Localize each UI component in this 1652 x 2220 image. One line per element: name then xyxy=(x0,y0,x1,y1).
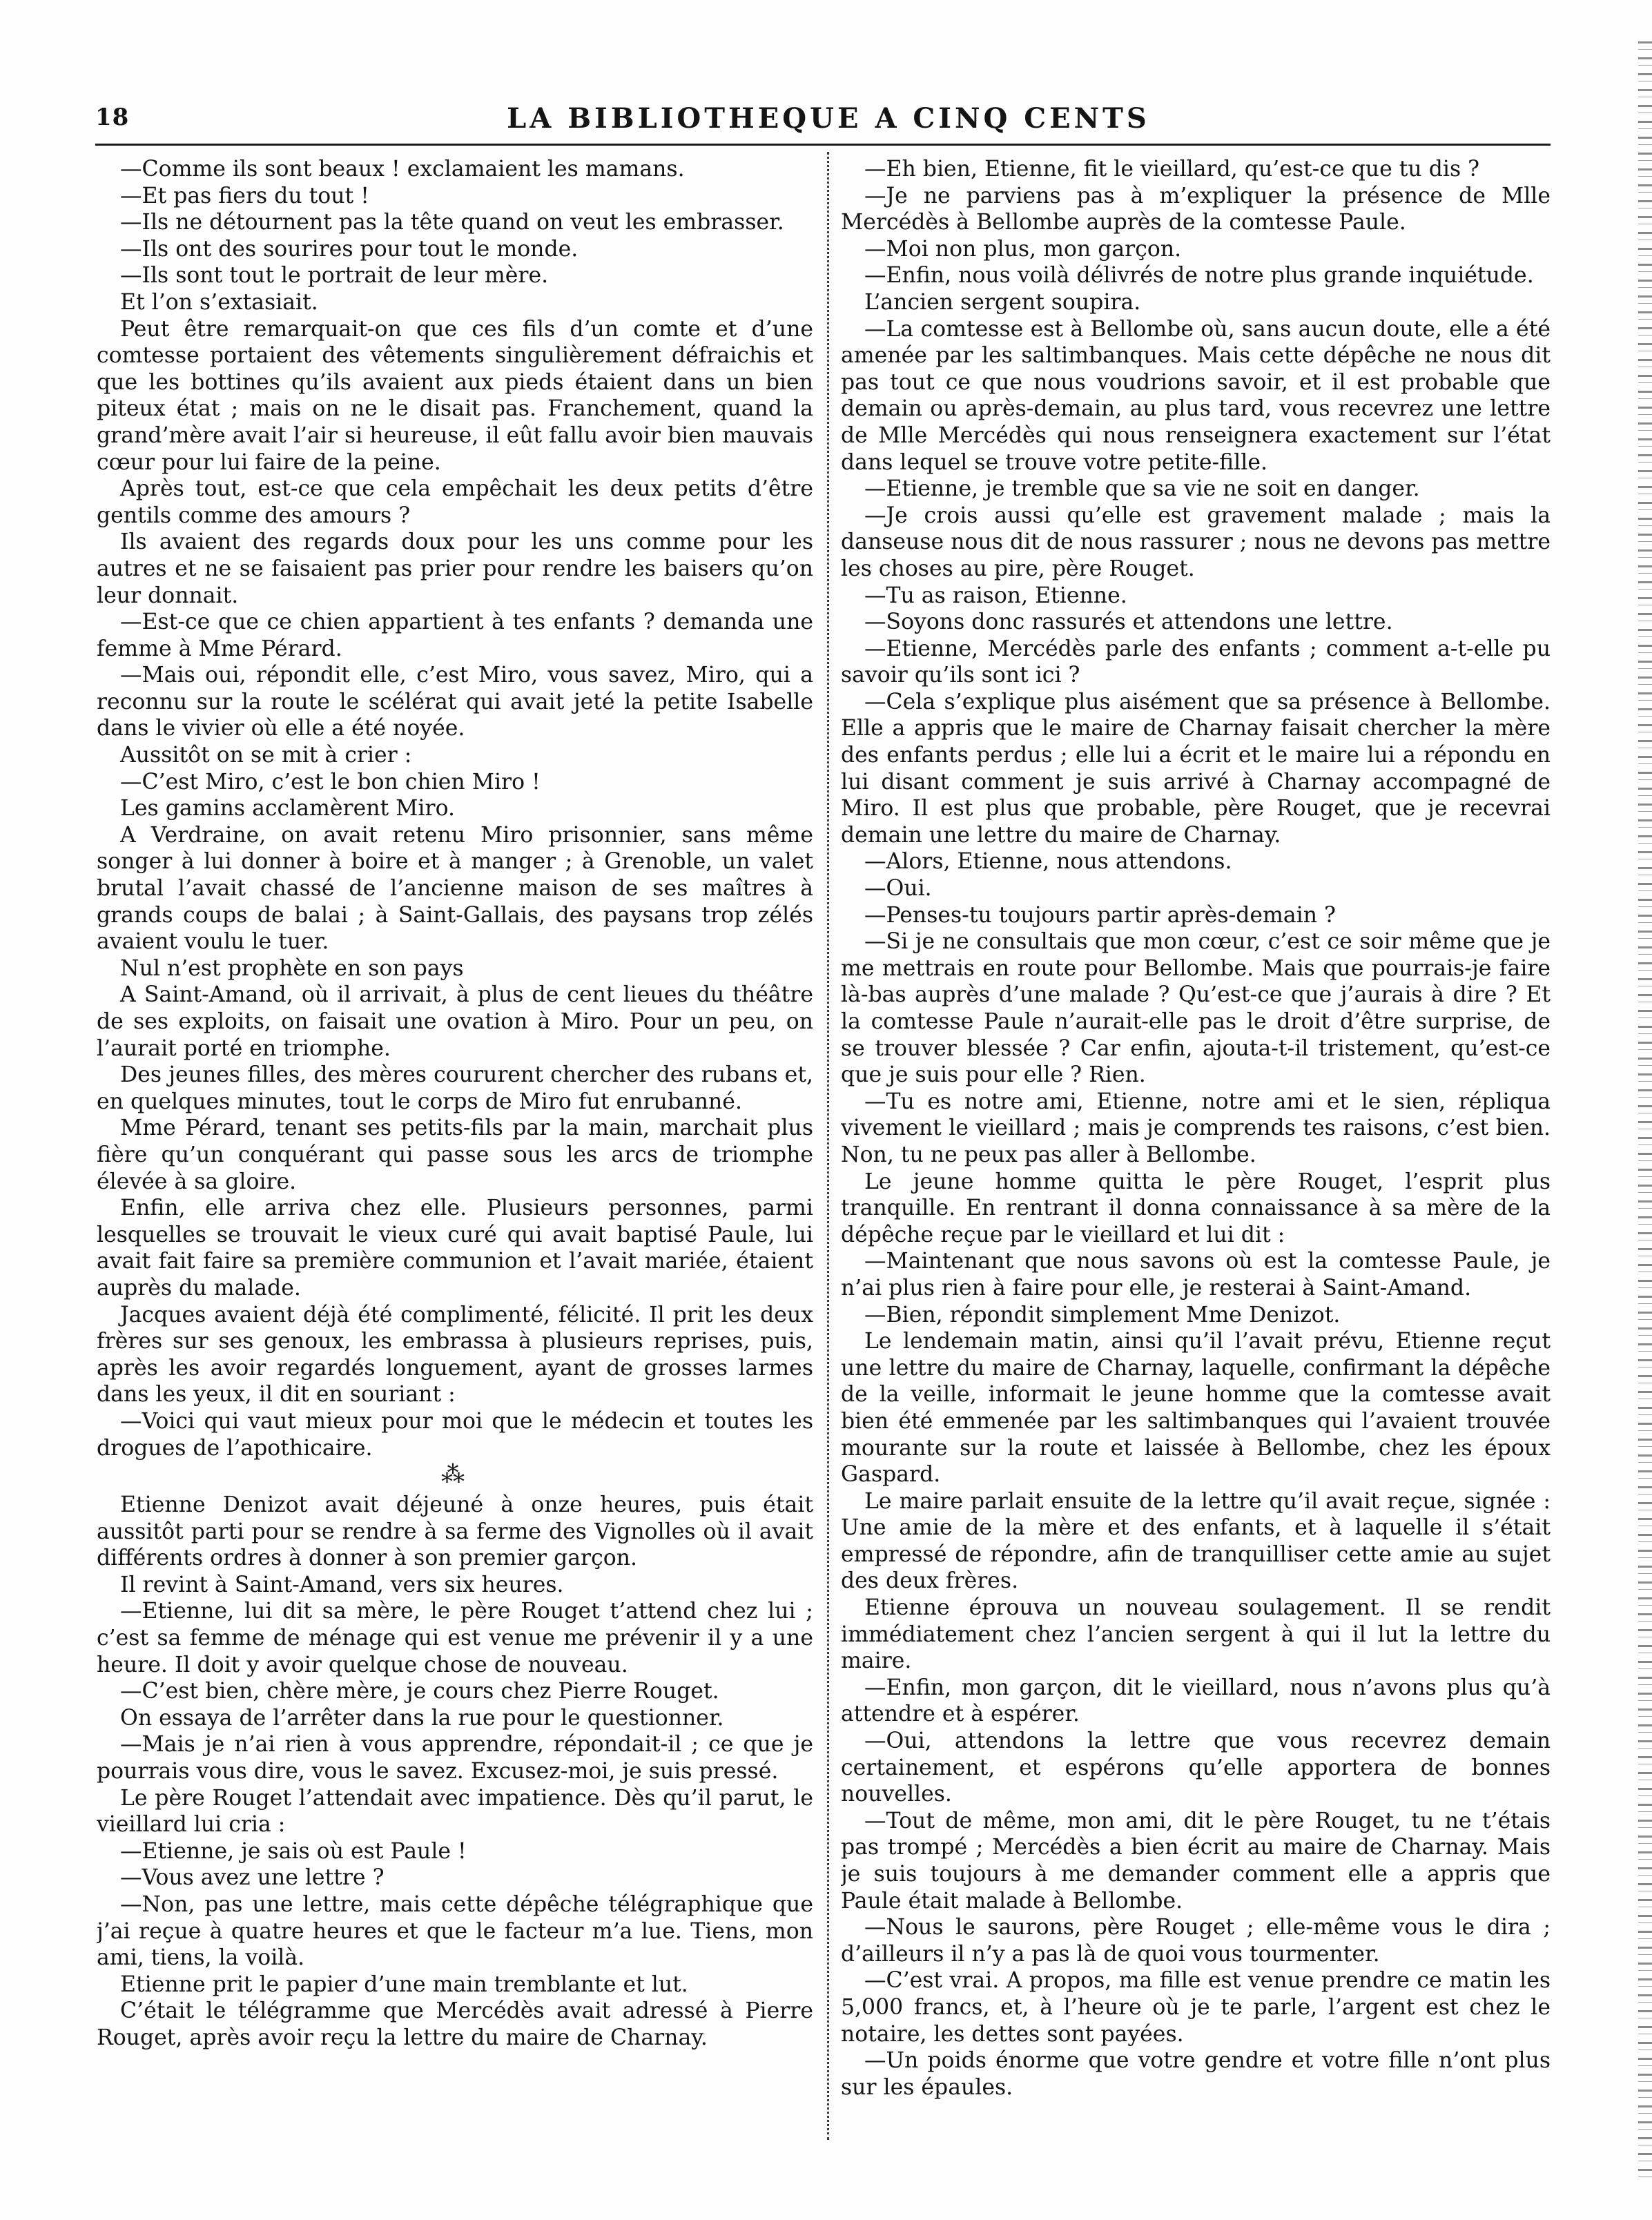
paragraph: —Tu es notre ami, Etienne, notre ami et le sien, répliqua vivement le vieillard ; mais je comprends tes raisons, c’est bien. Non, tu ne peux pas aller à Bellombe. xyxy=(841,1089,1551,1167)
paragraph: —Mais je n’ai rien à vous apprendre, répondait-il ; ce que je pourrais vous dire, vous le savez. Excusez-moi, je suis pressé. xyxy=(97,1732,813,1784)
paragraph: Peut être remarquait-on que ces fils d’un comte et d’une comtesse portaient des vêtements singulièrement défraichis et que les bottines qu’ils avaient aux pieds étaient dans un bien piteux état ; mais on ne le disait pas. Franchement, quand la grand’mère avait l’air si heureuse, il eût fallu avoir bien mauvais cœur pour lui faire de la peine. xyxy=(97,316,813,475)
paragraph: Les gamins acclamèrent Miro. xyxy=(120,796,455,821)
paragraph: —C’est vrai. A propos, ma fille est venue prendre ce matin les 5,000 francs, et, à l’heure où je te parle, l’argent est chez le notaire, les dettes sont payées. xyxy=(841,1968,1551,2047)
paragraph: Nul n’est prophète en son pays xyxy=(120,955,464,981)
column-divider xyxy=(827,152,829,2140)
paragraph: —Etienne, je tremble que sa vie ne soit en danger. xyxy=(864,476,1420,502)
paragraph: —Tu as raison, Etienne. xyxy=(864,583,1127,608)
paragraph: Des jeunes filles, des mères coururent chercher des rubans et, en quelques minutes, tout le corps de Miro fut enrubanné. xyxy=(97,1062,813,1114)
paragraph: Etienne Denizot avait déjeuné à onze heures, puis était aussitôt parti pour se rendre à sa ferme des Vignolles où il avait différents ordres à donner à son premier garçon. xyxy=(97,1492,813,1571)
paragraph: Ils avaient des regards doux pour les uns comme pour les autres et ne se faisaient pas prier pour rendre les baisers qu’on leur donnait. xyxy=(97,529,813,608)
paragraph: —Enfin, nous voilà délivrés de notre plus grande inquiétude. xyxy=(864,263,1534,289)
paragraph: —Voici qui vaut mieux pour moi que le médecin et toutes les drogues de l’apothicaire. xyxy=(97,1408,813,1461)
paragraph: Aussitôt on se mit à crier : xyxy=(120,743,412,768)
scan-edge-noise xyxy=(1638,41,1652,2181)
section-dinkus: ⁂ xyxy=(441,1461,469,1489)
paragraph: —Non, pas une lettre, mais cette dépêche télégraphique que j’ai reçue à quatre heures et que le facteur m’a lue. Tiens, mon ami, tiens, la voilà. xyxy=(97,1892,813,1971)
paragraph: —Etienne, Mercédès parle des enfants ; comment a-t-elle pu savoir qu’ils sont ici ? xyxy=(841,636,1551,688)
paragraph: On essaya de l’arrêter dans la rue pour le questionner. xyxy=(120,1705,724,1731)
paragraph: Le père Rouget l’attendait avec impatience. Dès qu’il parut, le vieillard lui cria : xyxy=(97,1785,813,1838)
paragraph: —Ils sont tout le portrait de leur mère. xyxy=(120,263,549,289)
paragraph: —Maintenant que nous savons où est la comtesse Paule, je n’ai plus rien à faire pour elle, je resterai à Saint-Amand. xyxy=(841,1249,1551,1301)
paragraph: —Enfin, mon garçon, dit le vieillard, nous n’avons plus qu’à attendre et à espérer. xyxy=(841,1675,1551,1727)
paragraph: —Vous avez une lettre ? xyxy=(120,1865,385,1891)
paragraph: Etienne prit le papier d’une main tremblante et lut. xyxy=(120,1971,688,1997)
paragraph: —Si je ne consultais que mon cœur, c’est ce soir même que je me mettrais en route pour Bellombe. Mais que pourrais-je faire là-bas auprès d’une malade ? Qu’est-ce que j’aurais à dire ? Et la comtesse Paule n’aurait-elle pas le droit d’être surprise, de se trouver blessée ? Car enfin, ajouta-t-il tristement, qu’est-ce que je suis pour elle ? Rien. xyxy=(841,929,1551,1088)
header-rule xyxy=(95,144,1551,146)
paragraph: Mme Pérard, tenant ses petits-fils par la main, marchait plus fière qu’un conquérant qui passe sous les arcs de triomphe élevée à sa gloire. xyxy=(97,1116,813,1194)
paragraph: —Un poids énorme que votre gendre et votre fille n’ont plus sur les épaules. xyxy=(841,2048,1551,2100)
paragraph: Le jeune homme quitta le père Rouget, l’esprit plus tranquille. En rentrant il donna connaissance à sa mère de la dépêche reçue par le vieillard et lui dit : xyxy=(841,1169,1551,1247)
paragraph: Etienne éprouva un nouveau soulagement. Il se rendit immédiatement chez l’ancien sergent à qui il lut la lettre du maire. xyxy=(841,1595,1551,1674)
paragraph: —Et pas fiers du tout ! xyxy=(120,183,369,208)
paragraph: —Oui, attendons la lettre que vous recevrez demain certainement, et espérons qu’elle apportera de bonnes nouvelles. xyxy=(841,1729,1551,1807)
paragraph: —Est-ce que ce chien appartient à tes enfants ? demanda une femme à Mme Pérard. xyxy=(97,610,813,661)
paragraph: —Etienne, je sais où est Paule ! xyxy=(120,1838,467,1864)
paragraph: —Nous le saurons, père Rouget ; elle-même vous le dira ; d’ailleurs il n’y a pas là de quoi vous tourmenter. xyxy=(841,1915,1551,1967)
paragraph: —Comme ils sont beaux ! exclamaient les mamans. xyxy=(120,157,685,182)
paragraph: Le maire parlait ensuite de la lettre qu’il avait reçue, signée : Une amie de la mère et des enfants, et à laquelle il s’était empressé de répondre, afin de tranquilliser cette amie au sujet des deux frères. xyxy=(841,1488,1551,1594)
paragraph: Après tout, est-ce que cela empêchait les deux petits d’être gentils comme des amours ? xyxy=(97,476,813,528)
page-number: 18 xyxy=(95,104,130,131)
right-column xyxy=(841,156,1551,2151)
paragraph: —La comtesse est à Bellombe où, sans aucun doute, elle a été amenée par les saltimbanques. Mais cette dépêche ne nous dit pas tout ce que nous voudrions savoir, et il est probable que demain ou après-demain, au plus tard, vous recevrez une lettre de Mlle Mercédès qui nous renseignera exactement sur l’état dans lequel se trouve votre petite-fille. xyxy=(841,316,1551,475)
paragraph: —Tout de même, mon ami, dit le père Rouget, tu ne t’étais pas trompé ; Mercédès a bien écrit au maire de Charnay. Mais je suis toujours à me demander comment elle a appris que Paule était malade à Bellombe. xyxy=(841,1808,1551,1914)
paragraph: —Oui. xyxy=(864,876,932,902)
paragraph: Et l’on s’extasiait. xyxy=(120,289,318,315)
paragraph: Enfin, elle arriva chez elle. Plusieurs personnes, parmi lesquelles se trouvait le vieux curé qui avait baptisé Paule, lui avait fait faire sa première communion et l’avait mariée, étaient auprès du malade. xyxy=(97,1196,813,1301)
paragraph: —Ils ont des sourires pour tout le monde. xyxy=(120,236,579,262)
left-column xyxy=(97,156,813,2151)
paragraph: —Moi non plus, mon garçon. xyxy=(864,236,1182,262)
running-title: LA BIBLIOTHEQUE A CINQ CENTS xyxy=(507,102,1150,135)
paragraph: Il revint à Saint-Amand, vers six heures. xyxy=(120,1572,564,1597)
paragraph: —Eh bien, Etienne, fit le vieillard, qu’est-ce que tu dis ? xyxy=(864,157,1480,182)
paragraph: —C’est Miro, c’est le bon chien Miro ! xyxy=(120,769,541,795)
paragraph: L’ancien sergent soupira. xyxy=(864,289,1141,315)
paragraph: —Bien, répondit simplement Mme Denizot. xyxy=(864,1302,1341,1327)
paragraph: Le lendemain matin, ainsi qu’il l’avait prévu, Etienne reçut une lettre du maire de Charnay, laquelle, confirmant la dépêche de la veille, informait le jeune homme que la comtesse avait bien été emmenée par les saltimbanques qui l’avaient trouvée mourante sur la route et laissée à Bellombe, chez les époux Gaspard. xyxy=(841,1329,1551,1488)
paragraph: —Etienne, lui dit sa mère, le père Rouget t’attend chez lui ; c’est sa femme de ménage qui est venue me prévenir il y a une heure. Il doit y avoir quelque chose de nouveau. xyxy=(97,1599,813,1677)
paragraph: —Mais oui, répondit elle, c’est Miro, vous savez, Miro, qui a reconnu sur la route le scélérat qui avait jeté la petite Isabelle dans le vivier où elle a été noyée. xyxy=(97,663,813,741)
paragraph: A Verdraine, on avait retenu Miro prisonnier, sans même songer à lui donner à boire et à manger ; à Grenoble, un valet brutal l’avait chassé de l’ancienne maison de ses maîtres à grands coups de balai ; à Saint-Gallais, des paysans trop zélés avaient voulu le tuer. xyxy=(97,822,813,955)
paragraph: —Alors, Etienne, nous attendons. xyxy=(864,849,1232,875)
paragraph: C’était le télégramme que Mercédès avait adressé à Pierre Rouget, après avoir reçu la lettre du maire de Charnay. xyxy=(97,1998,813,2050)
paragraph: Jacques avaient déjà été complimenté, félicité. Il prit les deux frères sur ses genoux, les embrassa à plusieurs reprises, puis, après les avoir regardés longuement, ayant de grosses larmes dans les yeux, il dit en souriant : xyxy=(97,1302,813,1408)
paragraph: —Je ne parviens pas à m’expliquer la présence de Mlle Mercédès à Bellombe auprès de la comtesse Paule. xyxy=(841,183,1551,235)
paragraph: —Je crois aussi qu’elle est gravement malade ; mais la danseuse nous dit de nous rassurer ; nous ne devons pas mettre les choses au pire, père Rouget. xyxy=(841,503,1551,581)
paragraph: —C’est bien, chère mère, je cours chez Pierre Rouget. xyxy=(120,1679,719,1704)
paragraph: —Soyons donc rassurés et attendons une lettre. xyxy=(864,610,1393,635)
paragraph: —Penses-tu toujours partir après-demain ? xyxy=(864,902,1336,928)
paragraph: —Ils ne détournent pas la tête quand on veut les embrasser. xyxy=(120,210,784,235)
paragraph: A Saint-Amand, où il arrivait, à plus de cent lieues du théâtre de ses exploits, on faisait une ovation à Miro. Pour un peu, on l’aurait porté en triomphe. xyxy=(97,982,813,1061)
paragraph: —Cela s’explique plus aisément que sa présence à Bellombe. Elle a appris que le maire de Charnay faisait chercher la mère des enfants perdus ; elle lui a écrit et le maire lui a répondu en lui disant comment je suis arrivé à Charnay accompagné de Miro. Il est plus que probable, père Rouget, que je recevrai demain une lettre du maire de Charnay. xyxy=(841,689,1551,848)
